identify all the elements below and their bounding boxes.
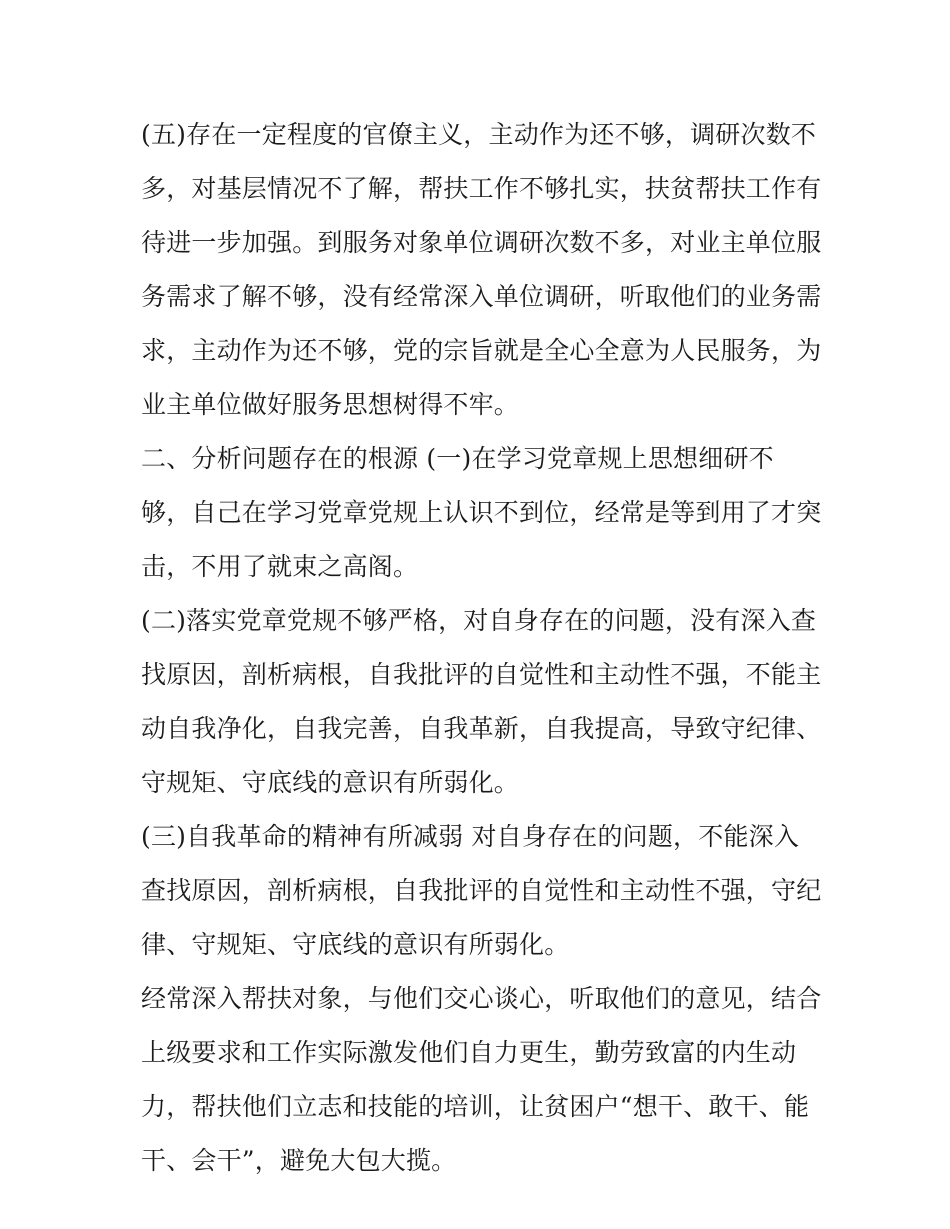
text-line: (三)自我革命的精神有所减弱 对自身存在的问题，不能深入	[141, 822, 800, 851]
text-line: 多，对基层情况不了解，帮扶工作不够扎实，扶贫帮扶工作有	[141, 174, 822, 203]
text-line: 上级要求和工作实际激发他们自力更生，勤劳致富的内生动	[141, 1038, 797, 1067]
text-line: 务需求了解不够，没有经常深入单位调研，听取他们的业务需	[141, 282, 822, 311]
text-line: 经常深入帮扶对象，与他们交心谈心，听取他们的意见，结合	[141, 984, 822, 1013]
text-line: 干、会干”，避免大包大揽。	[141, 1146, 457, 1175]
text-line: 待进一步加强。到服务对象单位调研次数不多，对业主单位服	[141, 228, 822, 257]
text-line: 业主单位做好服务思想树得不牢。	[141, 390, 520, 419]
text-line: 动自我净化，自我完善，自我革新，自我提高，导致守纪律、	[141, 714, 822, 743]
text-line: 力，帮扶他们立志和技能的培训，让贫困户“想干、敢干、能	[141, 1092, 810, 1121]
document-body	[141, 108, 821, 1188]
text-line: 求，主动作为还不够，党的宗旨就是全心全意为人民服务，为	[141, 336, 822, 365]
text-line: 守规矩、守底线的意识有所弱化。	[141, 768, 520, 797]
text-line: 击，不用了就束之高阁。	[141, 552, 419, 581]
text-line: 够，自己在学习党章党规上认识不到位，经常是等到用了才突	[141, 498, 822, 527]
text-line: 二、分析问题存在的根源 (一)在学习党章规上思想细研不	[141, 444, 774, 473]
text-line: 查找原因，剖析病根，自我批评的自觉性和主动性不强，守纪	[141, 876, 822, 905]
text-line: 找原因，剖析病根，自我批评的自觉性和主动性不强，不能主	[141, 660, 822, 689]
text-line: 律、守规矩、守底线的意识有所弱化。	[141, 930, 570, 959]
text-line: (二)落实党章党规不够严格，对自身存在的问题，没有深入查	[141, 606, 817, 635]
text-line: (五)存在一定程度的官僚主义，主动作为还不够，调研次数不	[141, 120, 817, 149]
